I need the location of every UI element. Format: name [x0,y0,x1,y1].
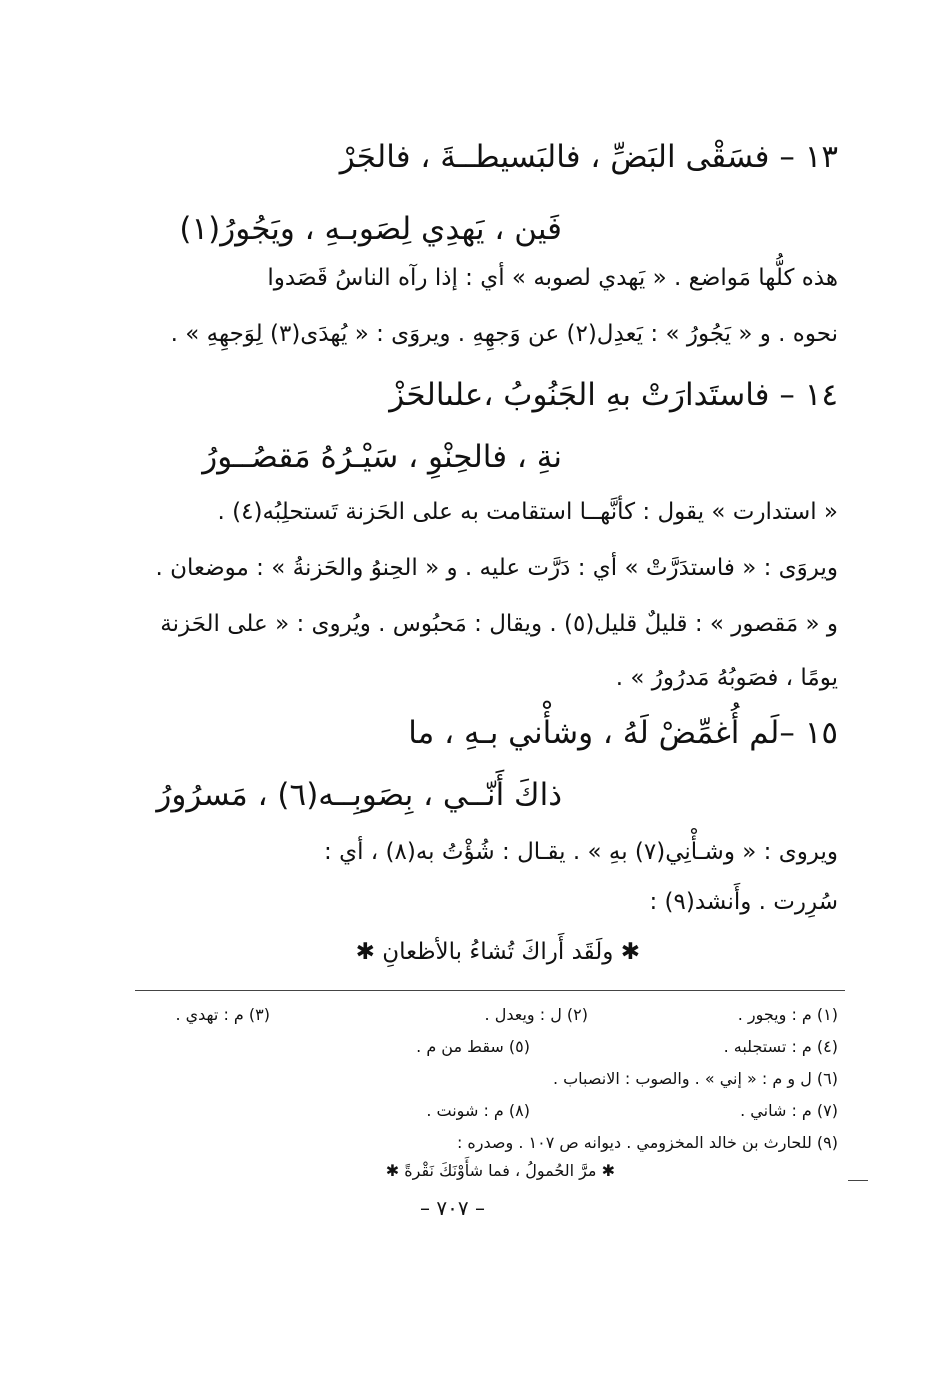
margin-mark [848,1180,868,1181]
footnote-6: (٦) ل و م : « إني » . والصوب : الانصباب . [552,1069,838,1088]
verse-13-line-2: فَين ، يَهدِي لِصَوبـهِ ، ويَجُورُ(١) [179,211,562,247]
footnote-7: (٧) م : شاني . [740,1101,838,1120]
commentary-15-line-2: سُرِرت . وأَنشد(٩) : [649,889,838,915]
verse-13-line-1: ١٣ – فسَقْى البَضِّ ، فالبَسيطــةَ ، فالجَرْ [339,139,838,175]
commentary-13-line-1: هذه كلُّها مَواضع . « يَهدي لصوبه » أي : إذا رآه الناسُ قَصَدوا [267,265,838,291]
footnote-3: (٣) م : تهدي . [175,1005,270,1024]
verse-14-line-1: ١٤ – فاستَدارَتْ بهِ الجَنُوبُ ،علىالحَزْ [389,377,838,413]
footnote-5: (٥) سقط من م . [416,1037,530,1056]
footnote-8: (٨) م : شونت . [426,1101,530,1120]
footnote-1: (١) م : ويجور . [737,1005,838,1024]
commentary-13-line-2: نحوه . و « يَجُورُ » : يَعدِل(٢) عن وَجهِهِ . ويروَى : « يُهدَى(٣) لِوَجهِهِ » . [170,321,838,347]
verse-15-line-2: ذاكَ أَنّــي ، بِصَوبِــه(٦) ، مَسرُورُ [156,777,562,813]
verse-15-line-1: ١٥ –لَم أُغمِّضْ لَهُ ، وشأْني بـهِ ، ما [408,715,838,751]
commentary-15-line-1: ويروى : « وشـأْنِي(٧) بهِ » . يقـال : شُؤْتُ به(٨) ، أي : [324,839,838,865]
page-number: – ٧٠٧ – [420,1196,485,1220]
commentary-14-line-2: ويروَى : « فاستدَرَّتْ » أي : دَرَّت عليه . و « الحِنوُ والحَزنةُ » : موضعان . [155,555,838,581]
footnote-4: (٤) م : تستجلبه . [723,1037,838,1056]
verse-14-line-2: نةِ ، فالحِنْوِ ، سَيْـرُهُ مَقصُــورُ [202,439,562,475]
commentary-14-line-3: و « مَقصور » : قليلٌ قليل(٥) . ويقال : مَحبُوس . ويُروى : « على الحَزنة [160,611,838,637]
footnote-separator [135,990,845,991]
footnote-2: (٢) ل : ويعدل . [484,1005,588,1024]
footnote-9-quote: ✱ مرَّ الحُمولُ ، فما شأَوْنَكَ نَقْرةً ✱ [385,1161,615,1180]
commentary-14-line-1: « استدارت » يقول : كأنَّهــا استقامت به على الحَزنة تَستحلِبُه(٤) . [217,499,838,525]
commentary-14-line-4: يومًا ، فصَوبُهُ مَدرُورُ » . [615,665,838,691]
quoted-verse: ✱ ولَقَد أَراكَ تُشاءُ بالأظعانِ ✱ [355,939,640,965]
footnote-9: (٩) للحارث بن خالد المخزومي . ديوانه ص ١٠٧ . وصدره : [456,1133,838,1152]
